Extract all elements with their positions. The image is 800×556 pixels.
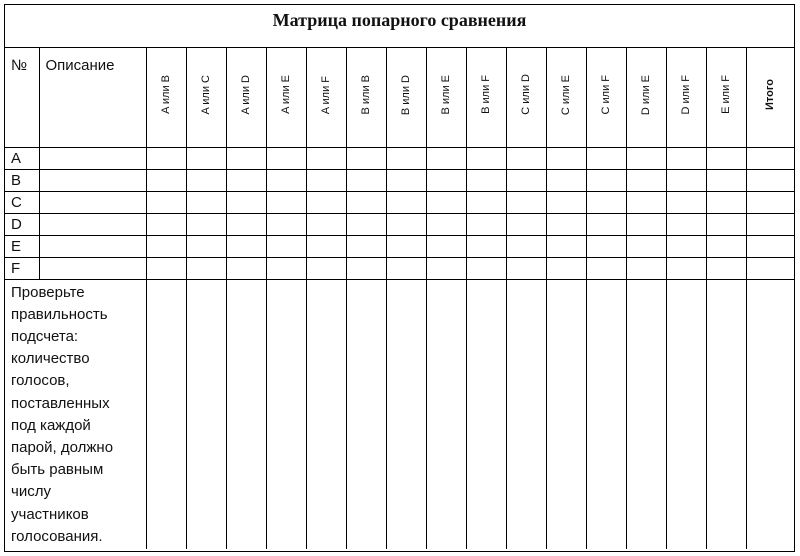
vote-cell[interactable]: [226, 235, 266, 257]
vote-cell[interactable]: [506, 257, 546, 279]
vote-cell[interactable]: [586, 147, 626, 169]
pair-label: A или B: [160, 75, 172, 115]
vote-cell[interactable]: [506, 213, 546, 235]
vote-cell[interactable]: [306, 257, 346, 279]
pair-label: D или E: [640, 74, 652, 115]
vote-count-cell[interactable]: [306, 279, 346, 549]
vote-cell[interactable]: [386, 169, 426, 191]
vote-cell[interactable]: [186, 235, 226, 257]
check-row: [5, 279, 794, 549]
pair-label: A или D: [240, 75, 252, 115]
vote-cell[interactable]: [186, 191, 226, 213]
column-header-pair: [186, 48, 226, 147]
vote-cell[interactable]: [186, 147, 226, 169]
vote-cell[interactable]: [506, 147, 546, 169]
pair-label: C или E: [560, 74, 572, 115]
verification-note: Проверьте правильность подсчета: количество голосов, поставленных под каждой парой, должно быть равным числу участников голосования.: [5, 279, 146, 549]
vote-cell[interactable]: [146, 169, 186, 191]
vote-cell[interactable]: [706, 213, 746, 235]
vote-cell[interactable]: [346, 257, 386, 279]
vote-cell[interactable]: [546, 257, 586, 279]
vote-cell[interactable]: [586, 257, 626, 279]
vote-cell[interactable]: [386, 147, 426, 169]
description-cell[interactable]: [39, 257, 146, 279]
vote-count-cell[interactable]: [706, 279, 746, 549]
column-header-pair: [386, 48, 426, 147]
vote-cell[interactable]: [666, 213, 706, 235]
total-cell[interactable]: [746, 257, 794, 279]
vote-cell[interactable]: [706, 169, 746, 191]
column-header-pair: [226, 48, 266, 147]
column-header-pair: [146, 48, 186, 147]
pair-label: B или D: [400, 74, 412, 115]
table-row: [5, 191, 794, 213]
vote-count-cell[interactable]: [626, 279, 666, 549]
vote-cell[interactable]: [506, 235, 546, 257]
vote-cell[interactable]: [426, 147, 466, 169]
total-count-cell[interactable]: [746, 279, 794, 549]
vote-cell[interactable]: [146, 235, 186, 257]
column-header-pair: [666, 48, 706, 147]
row-label: B: [5, 169, 39, 191]
pair-label: D или F: [680, 75, 692, 115]
vote-cell[interactable]: [306, 147, 346, 169]
vote-cell[interactable]: [466, 235, 506, 257]
vote-count-cell[interactable]: [666, 279, 706, 549]
vote-cell[interactable]: [266, 147, 306, 169]
vote-cell[interactable]: [226, 257, 266, 279]
vote-cell[interactable]: [346, 213, 386, 235]
vote-cell[interactable]: [346, 235, 386, 257]
total-cell[interactable]: [746, 169, 794, 191]
vote-count-cell[interactable]: [266, 279, 306, 549]
vote-cell[interactable]: [266, 213, 306, 235]
pair-label: A или C: [200, 75, 212, 115]
vote-cell[interactable]: [426, 169, 466, 191]
total-cell[interactable]: [746, 147, 794, 169]
column-header-pair: [706, 48, 746, 147]
vote-cell[interactable]: [706, 147, 746, 169]
table-row: [5, 169, 794, 191]
vote-cell[interactable]: [546, 213, 586, 235]
column-header-total: [746, 48, 794, 147]
vote-cell[interactable]: [706, 235, 746, 257]
total-cell[interactable]: [746, 235, 794, 257]
pair-label: A или E: [280, 75, 292, 115]
vote-cell[interactable]: [426, 257, 466, 279]
column-header-pair: [426, 48, 466, 147]
vote-cell[interactable]: [346, 169, 386, 191]
vote-cell[interactable]: [266, 235, 306, 257]
vote-cell[interactable]: [546, 169, 586, 191]
vote-cell[interactable]: [706, 191, 746, 213]
vote-cell[interactable]: [586, 169, 626, 191]
vote-cell[interactable]: [586, 213, 626, 235]
vote-cell[interactable]: [146, 257, 186, 279]
vote-count-cell[interactable]: [186, 279, 226, 549]
table-row: [5, 235, 794, 257]
vote-cell[interactable]: [466, 257, 506, 279]
description-cell[interactable]: [39, 147, 146, 169]
table-row: [5, 257, 794, 279]
total-cell[interactable]: [746, 191, 794, 213]
row-label: F: [5, 257, 39, 279]
vote-cell[interactable]: [386, 213, 426, 235]
vote-cell[interactable]: [466, 191, 506, 213]
comparison-table: [5, 48, 794, 549]
vote-cell[interactable]: [666, 191, 706, 213]
vote-cell[interactable]: [626, 257, 666, 279]
vote-cell[interactable]: [146, 191, 186, 213]
vote-cell[interactable]: [226, 147, 266, 169]
vote-count-cell[interactable]: [346, 279, 386, 549]
pair-label: C или D: [520, 74, 532, 116]
column-header-pair: [506, 48, 546, 147]
vote-cell[interactable]: [626, 235, 666, 257]
column-header-description: Описание: [39, 48, 146, 147]
vote-cell[interactable]: [226, 191, 266, 213]
vote-cell[interactable]: [306, 169, 346, 191]
column-header-pair: [306, 48, 346, 147]
pair-label: B или E: [440, 75, 452, 115]
row-label: D: [5, 213, 39, 235]
vote-cell[interactable]: [226, 213, 266, 235]
vote-cell[interactable]: [346, 147, 386, 169]
pair-label: C или F: [600, 75, 612, 115]
row-label: C: [5, 191, 39, 213]
vote-count-cell[interactable]: [146, 279, 186, 549]
total-label: Итого: [764, 79, 777, 111]
vote-cell[interactable]: [186, 169, 226, 191]
row-label: A: [5, 147, 39, 169]
column-header-pair: [266, 48, 306, 147]
description-cell[interactable]: [39, 235, 146, 257]
pair-label: B или F: [480, 75, 492, 115]
vote-cell[interactable]: [426, 191, 466, 213]
vote-count-cell[interactable]: [386, 279, 426, 549]
vote-cell[interactable]: [626, 147, 666, 169]
vote-cell[interactable]: [266, 169, 306, 191]
column-header-pair: [466, 48, 506, 147]
vote-cell[interactable]: [266, 257, 306, 279]
vote-cell[interactable]: [306, 213, 346, 235]
vote-cell[interactable]: [226, 169, 266, 191]
vote-cell[interactable]: [506, 169, 546, 191]
vote-count-cell[interactable]: [466, 279, 506, 549]
column-header-pair: [586, 48, 626, 147]
pair-label: B или B: [360, 75, 372, 115]
vote-cell[interactable]: [666, 235, 706, 257]
vote-cell[interactable]: [186, 213, 226, 235]
vote-count-cell[interactable]: [546, 279, 586, 549]
vote-cell[interactable]: [146, 213, 186, 235]
vote-cell[interactable]: [466, 169, 506, 191]
pairwise-matrix-sheet: [4, 4, 795, 552]
description-cell[interactable]: [39, 169, 146, 191]
vote-cell[interactable]: [426, 213, 466, 235]
vote-cell[interactable]: [146, 147, 186, 169]
vote-cell[interactable]: [346, 191, 386, 213]
vote-count-cell[interactable]: [226, 279, 266, 549]
vote-cell[interactable]: [666, 169, 706, 191]
vote-cell[interactable]: [426, 235, 466, 257]
vote-cell[interactable]: [466, 147, 506, 169]
column-header-number: №: [5, 48, 39, 147]
vote-cell[interactable]: [546, 235, 586, 257]
pair-label: E или F: [720, 75, 732, 115]
vote-cell[interactable]: [546, 147, 586, 169]
vote-cell[interactable]: [466, 213, 506, 235]
table-row: [5, 147, 794, 169]
row-label: E: [5, 235, 39, 257]
page-title: Матрица попарного сравнения: [5, 5, 794, 48]
vote-cell[interactable]: [306, 235, 346, 257]
vote-cell[interactable]: [266, 191, 306, 213]
column-header-pair: [346, 48, 386, 147]
vote-cell[interactable]: [386, 191, 426, 213]
pair-label: A или F: [320, 75, 332, 114]
description-cell[interactable]: [39, 191, 146, 213]
vote-count-cell[interactable]: [426, 279, 466, 549]
header-row: [5, 48, 794, 147]
vote-cell[interactable]: [546, 191, 586, 213]
vote-count-cell[interactable]: [506, 279, 546, 549]
vote-cell[interactable]: [586, 191, 626, 213]
vote-cell[interactable]: [586, 235, 626, 257]
vote-cell[interactable]: [506, 191, 546, 213]
vote-cell[interactable]: [386, 257, 426, 279]
vote-cell[interactable]: [666, 257, 706, 279]
column-header-pair: [626, 48, 666, 147]
column-header-pair: [546, 48, 586, 147]
vote-cell[interactable]: [186, 257, 226, 279]
vote-cell[interactable]: [706, 257, 746, 279]
vote-cell[interactable]: [626, 191, 666, 213]
vote-cell[interactable]: [306, 191, 346, 213]
table-row: [5, 213, 794, 235]
vote-cell[interactable]: [386, 235, 426, 257]
vote-cell[interactable]: [626, 169, 666, 191]
total-cell[interactable]: [746, 213, 794, 235]
vote-cell[interactable]: [666, 147, 706, 169]
vote-cell[interactable]: [626, 213, 666, 235]
vote-count-cell[interactable]: [586, 279, 626, 549]
description-cell[interactable]: [39, 213, 146, 235]
